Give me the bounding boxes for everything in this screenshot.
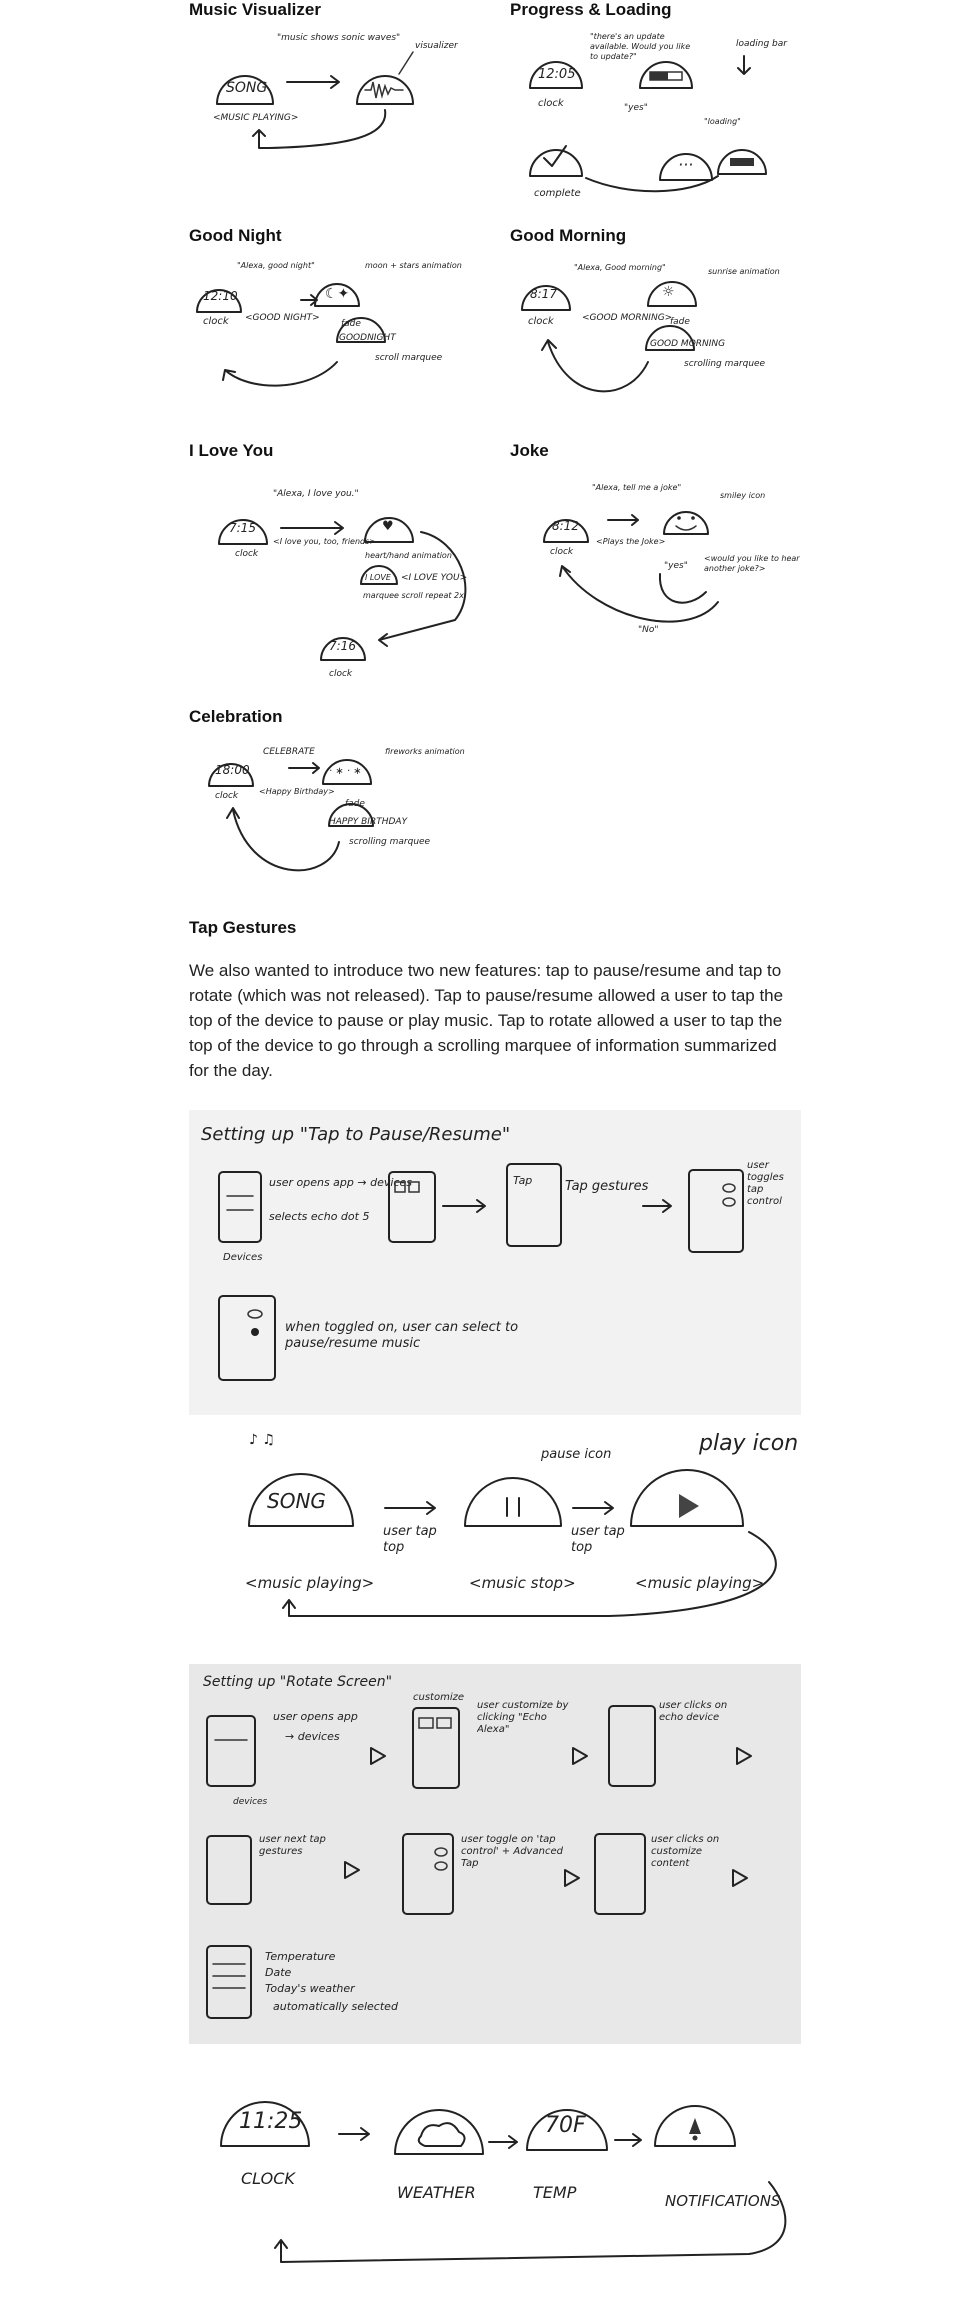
svg-text:18:00: 18:00 <box>215 763 250 777</box>
svg-text:pause icon: pause icon <box>541 1447 612 1462</box>
svg-text:automatically selected: automatically selected <box>273 2000 398 2013</box>
svg-text:CELEBRATE: CELEBRATE <box>263 747 315 757</box>
svg-text:user opens app → devices: user opens app → devices <box>269 1176 412 1189</box>
svg-text:HAPPY BIRTHDAY: HAPPY BIRTHDAY <box>329 817 408 827</box>
svg-text:<GOOD MORNING>: <GOOD MORNING> <box>582 313 673 323</box>
svg-text:♪ ♫: ♪ ♫ <box>249 1432 275 1448</box>
heading-music-visualizer: Music Visualizer <box>189 0 321 19</box>
svg-text:smiley icon: smiley icon <box>720 491 766 500</box>
svg-text:GOOD MORNING: GOOD MORNING <box>650 339 726 349</box>
svg-text:scrolling marquee: scrolling marquee <box>684 359 766 369</box>
sketch-i-love-you <box>189 470 485 682</box>
svg-text:clock: clock <box>235 549 259 559</box>
sketch-rotate-setup: Setting up "Rotate Screen" user opens app → devices devices customize user customize by clicking "Echo Alexa" user clicks on echo device user next tap gestures user toggle on 'tap control' + Advanced Tap user clicks on customize content Temperature Date Today's weather automatically selected <box>189 1664 801 2044</box>
svg-text:scroll marquee: scroll marquee <box>375 353 443 363</box>
svg-text:· ∗ · ∗ ·: · ∗ · ∗ · <box>329 766 369 777</box>
svg-text:sunrise animation: sunrise animation <box>708 267 780 276</box>
sketch-tap-pause-setup: Setting up "Tap to Pause/Resume" Devices user opens app → devices selects echo dot 5 Tap Tap gestures user toggles tap control when toggled on, user can select to pause/resume music <box>189 1110 801 1415</box>
svg-text:visualizer: visualizer <box>415 41 458 51</box>
svg-text:GOODNIGHT: GOODNIGHT <box>339 333 396 343</box>
sketch-progress-loading: 12:05 clock "there's an update available. Would you like to update?" "yes" loading bar ··· "loading" complete <box>508 26 804 200</box>
svg-text:···: ··· <box>678 155 694 174</box>
sketch-music-visualizer <box>189 26 485 172</box>
sketch-rotate-flow <box>189 2056 801 2288</box>
svg-text:complete: complete <box>534 188 581 199</box>
svg-text:♥: ♥ <box>382 519 394 534</box>
svg-text:scrolling marquee: scrolling marquee <box>349 837 431 847</box>
svg-text:WEATHER: WEATHER <box>397 2183 476 2202</box>
svg-text:Devices: Devices <box>223 1252 263 1263</box>
svg-text:CLOCK: CLOCK <box>241 2169 295 2188</box>
svg-text:selects echo dot 5: selects echo dot 5 <box>269 1210 370 1223</box>
svg-text:<I LOVE YOU>: <I LOVE YOU> <box>401 573 468 583</box>
svg-text:marquee scroll repeat 2x: marquee scroll repeat 2x <box>363 591 464 600</box>
svg-text:Setting up "Tap to Pause/Resum: Setting up "Tap to Pause/Resume" <box>201 1124 511 1145</box>
svg-text:<MUSIC PLAYING>: <MUSIC PLAYING> <box>213 113 299 123</box>
svg-text:Tap: Tap <box>513 1174 533 1187</box>
svg-text:loading bar: loading bar <box>736 39 787 49</box>
svg-text:SONG: SONG <box>226 80 268 96</box>
svg-text:fireworks animation: fireworks animation <box>385 747 465 756</box>
svg-text:☼: ☼ <box>662 284 675 300</box>
heading-good-night: Good Night <box>189 226 282 245</box>
svg-text:fade: fade <box>670 317 690 327</box>
svg-text:Tap gestures: Tap gestures <box>565 1179 649 1194</box>
heading-good-morning: Good Morning <box>510 226 627 245</box>
svg-text:12:05: 12:05 <box>538 67 576 82</box>
svg-text:<music stop>: <music stop> <box>469 1574 576 1592</box>
svg-text:SONG: SONG <box>267 1489 326 1513</box>
svg-text:7:16: 7:16 <box>329 639 356 653</box>
svg-text:moon + stars animation: moon + stars animation <box>365 261 462 270</box>
svg-text:Setting up "Rotate Screen": Setting up "Rotate Screen" <box>203 1674 393 1690</box>
sketch-joke: 8:12 clock "Alexa, tell me a joke" <Plays the Joke> smiley icon "yes" <would you like to hear another joke?> "No" <box>508 470 804 640</box>
svg-text:customize: customize <box>413 1692 465 1703</box>
svg-text:11:25: 11:25 <box>239 2109 303 2134</box>
svg-text:<I love you, too, friends>: <I love you, too, friends> <box>273 537 376 546</box>
heading-joke: Joke <box>510 441 549 460</box>
sketch-good-night <box>189 254 485 410</box>
svg-text:"yes": "yes" <box>664 561 688 571</box>
svg-text:fade: fade <box>341 319 361 329</box>
svg-text:play icon: play icon <box>699 1431 799 1456</box>
svg-text:70F: 70F <box>545 2113 586 2138</box>
svg-text:TEMP: TEMP <box>533 2183 577 2202</box>
svg-text:Date: Date <box>265 1966 292 1979</box>
svg-text:clock: clock <box>329 669 353 679</box>
svg-text:clock: clock <box>203 316 229 327</box>
heading-progress-loading: Progress & Loading <box>510 0 672 19</box>
sketch-celebration <box>189 734 485 890</box>
svg-text:8:12: 8:12 <box>552 519 579 533</box>
sketch-good-morning <box>508 254 804 410</box>
svg-text:clock: clock <box>215 791 239 801</box>
heading-celebration: Celebration <box>189 707 283 726</box>
svg-text:Temperature: Temperature <box>265 1950 336 1963</box>
svg-text:"music shows sonic waves": "music shows sonic waves" <box>277 33 401 43</box>
svg-text:clock: clock <box>538 98 564 109</box>
sketch-tap-pause-flow: ♪ ♫ SONG <music playing> user tap top pause icon <music stop> user tap top play icon <music playing> <box>189 1420 801 1630</box>
svg-text:clock: clock <box>528 316 554 327</box>
svg-text:I LOVE: I LOVE <box>365 573 391 582</box>
svg-text:devices: devices <box>233 1797 268 1807</box>
tap-gestures-paragraph: We also wanted to introduce two new features: tap to pause/resume and tap to rotate (which was not released). Tap to pause/resume allowed a user to tap the top of the device to pause or play music. Tap to rotate allowed a user to tap the top of the device to go through a scrolling marquee of information summarized for the day. <box>189 961 784 1080</box>
svg-text:fade: fade <box>345 799 365 809</box>
heading-tap-gestures: Tap Gestures <box>189 918 297 937</box>
svg-text:NOTIFICATIONS: NOTIFICATIONS <box>665 2192 781 2210</box>
svg-text:8:17: 8:17 <box>530 287 557 301</box>
svg-text:clock: clock <box>550 547 574 557</box>
svg-text:<Happy Birthday>: <Happy Birthday> <box>259 787 335 796</box>
svg-text:12:10: 12:10 <box>203 289 238 303</box>
svg-text:"yes": "yes" <box>624 103 648 113</box>
svg-text:"Alexa, Good morning": "Alexa, Good morning" <box>574 263 666 272</box>
svg-text:<music playing>: <music playing> <box>635 1574 765 1592</box>
svg-text:7:15: 7:15 <box>229 521 256 535</box>
svg-text:Today's weather: Today's weather <box>265 1982 355 1995</box>
svg-text:"Alexa, tell me a joke": "Alexa, tell me a joke" <box>592 483 682 492</box>
svg-text:"Alexa, I love you.": "Alexa, I love you." <box>273 489 359 499</box>
svg-text:"loading": "loading" <box>704 117 741 126</box>
svg-text:<music playing>: <music playing> <box>245 1574 375 1592</box>
svg-text:☾✦: ☾✦ <box>325 286 350 302</box>
svg-text:"Alexa, good night": "Alexa, good night" <box>237 261 315 270</box>
svg-text:heart/hand animation: heart/hand animation <box>365 551 452 560</box>
svg-text:<GOOD NIGHT>: <GOOD NIGHT> <box>245 313 320 323</box>
heading-i-love-you: I Love You <box>189 441 274 460</box>
svg-text:user opens app: user opens app <box>273 1710 358 1723</box>
svg-text:<Plays the Joke>: <Plays the Joke> <box>596 537 666 546</box>
svg-text:→ devices: → devices <box>285 1730 340 1743</box>
svg-text:"No": "No" <box>638 625 659 635</box>
